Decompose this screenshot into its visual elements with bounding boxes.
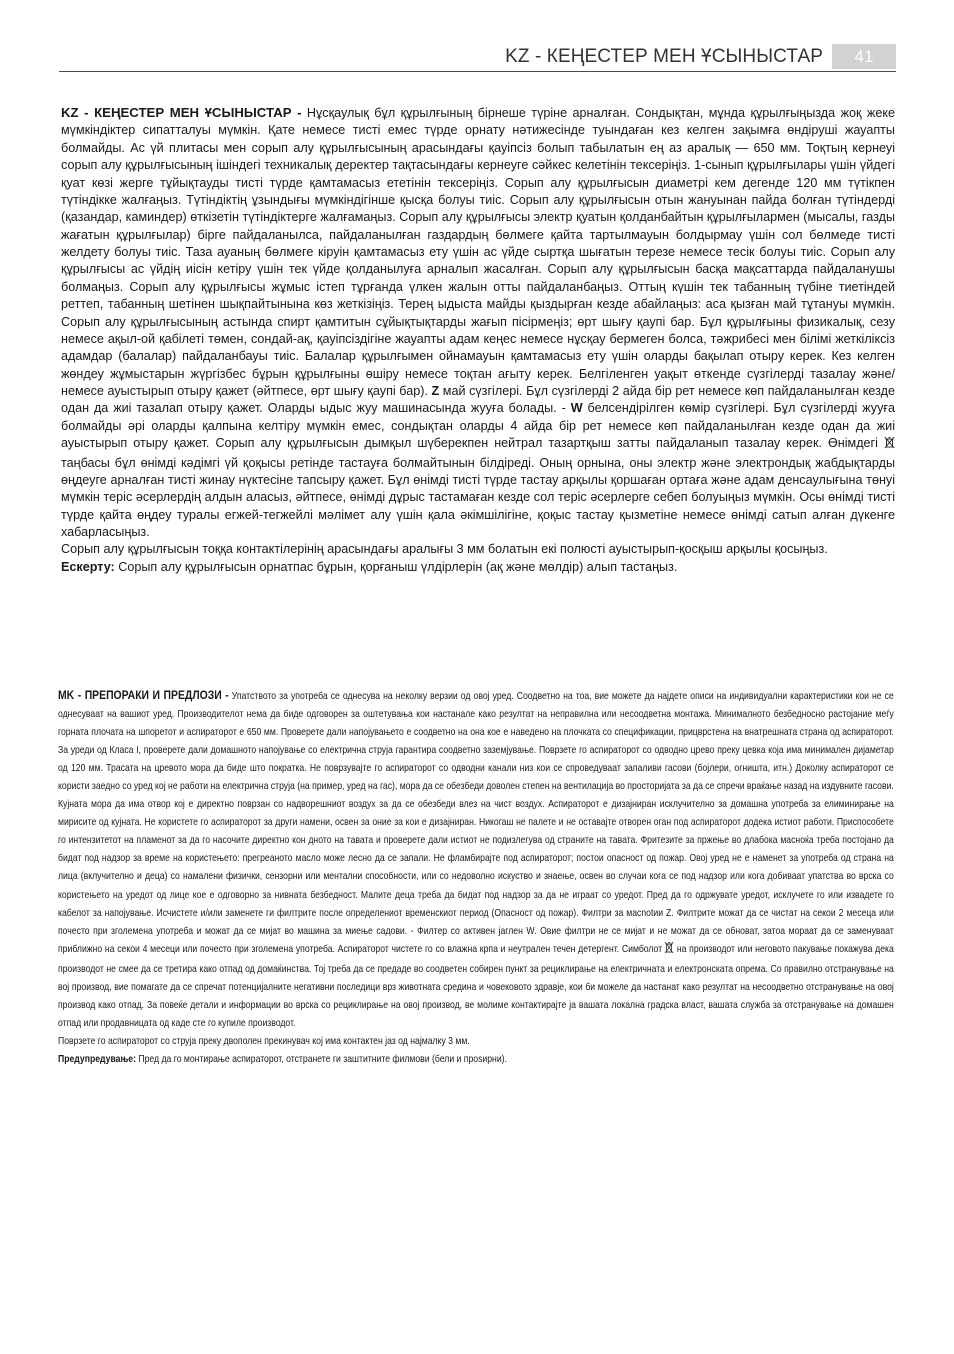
mk-paragraph-main <box>58 686 894 1033</box>
kz-text-c: белсендірілген көмір сүзгілері. Бұл сүзгілерді жууға болмайды әрі оларды қалпына келтіру мүмкін емес, сондықтан оларды 4 айда бір рет немесе көп пайдаланылған кезде одан да жиі ауыстырып отыру қажет. Сорып алу құрылғысын дымқыл шүберекпен нейтрал тазартқыш затты пайдаланып тазалау керек. Өнімдегі <box>61 401 896 451</box>
kz-section <box>61 104 895 576</box>
mk-text-a: Упатството за употреба се однесува на неколку верзии од овој уред. Соодветно на тоа, вие можете да најдете описи на индивидуални карактеристики кои не се однесуваат на вашиот уред. Производителот нема да биде одговорен за оштетувања кои настанале како резултат на неправилна или несоодветна монтажа. Минималното безбедносно растојание меѓу горната плочата на шпоретот и аспираторот е 650 мм. Проверете дали напојувањето е соодветно на она кое е наведено на плочката со спецификации, прицврстена на внатрешната страна од аспираторот. За уреди од Класа I, проверете дали домашното напојување со електрична струја гарантира соодветно заземјување. Поврзете го аспираторот со одводно црево преку цевка која има минимален дијаметар од 120 мм. Трасата на цревото мора да биде што пократка. Не поврзувајте го аспираторот со одводни канали низ кои се спроведуваат запаливи гасови (бојлери, огништа, итн.) Доколку аспираторот се користи заедно со уред кој не работи на електрична струја (на пример, уред на гас), мора да се обезбеди доволен степен на вентилација во просторијата за да се спречи враќање назад на издувните гасови. Кујната мора да има отвор кој е директно поврзан со надворешниот воздух за да се обезбеди влез на чист воздух. Аспираторот е дизајниран исклучително за домашна употреба за елиминирање на мирисите од кујната. Не користете го аспираторот за други намени, освен за оние за кои е дизајниран. Никогаш не палете и не оставајте отворен оган под аспираторот додека истиот работи. Приспособете го интензитетот на пламенот за да го насочите директно кон дното на тавата и проверете дали истиот не подизлегува од страните на тавата. Фритезите за пржење во длабока масноќа треба постојано да бидат под надзор за време на користењето: прегреаното масло може лесно да се запали. Не фламбирајте под аспираторот; постои опасност од пожар. Овој уред не е наменет за употреба од страна на лица (вклучително и деца) со намалени физички, сензорни или ментални способности, или со недоволно искуство и знаење, освен во случаи кога се под надзор или кога добиваат упатства во врска со користењето на уредот од лице кое е одговорно за нивната безбедност. Малите деца треба да бидат под надзор за да не играат со уредот. Пред да го одржувате уредот, исклучете го или извадете го кабелот за напојување. Исчистете и/или заменете ги филтрите после определениот временскиот период (Опасност од пожар). Филтри за масnotии Z. Филтрите можат да се чистат на секои 2 месеца или почесто при зголемена употреба и можат да се мијат во машина за миење садови. - Филтер со активен јаглен W. Овие филтри не се мијат и не можат да се обноват, затоа мораат да се заменуваат приближно на секои 4 месеци или почесто при зголемена употреба. Аспираторот чистете го со влажна крпа и неутрален течен детергент. Симболот <box>58 691 894 955</box>
kz-w-letter: W <box>570 401 583 416</box>
kz-z-letter: Z <box>431 384 440 398</box>
kz-paragraph-main <box>61 104 895 541</box>
header-rule <box>59 71 896 72</box>
mk-warning <box>58 1051 894 1069</box>
mk-warning-text: Пред да го монтирање аспираторот, отстранете ги заштитните филмови (бели и проѕирни). <box>135 1053 507 1065</box>
mk-heading: MK - ПРЕПОРАКИ И ПРЕДЛОЗИ - <box>58 688 229 702</box>
page-number-box <box>832 44 896 69</box>
mk-section <box>58 686 894 1069</box>
kz-heading: KZ - КЕҢЕСТЕР МЕН ҰСЫНЫСТАР - <box>61 105 302 120</box>
crossed-bin-icon <box>884 436 895 454</box>
kz-text-a: Нұсқаулық бұл құрылғының бірнеше түріне арналған. Сондықтан, мұнда құрылғыңызда жоқ жеке мүмкіндіктер сипатталуы мүмкін. Қате немесе тисті емес түрде орнату нәтижесінде туындаған кез келген зақымға өндіруші жауапты болмайды. Ас үй плитасы мен сорып алу құрылғысының арасындағы қауіпсіз болып табылатын ең аз аралық — 650 мм. Тоқтың кернеуі сорып алу құрылғысының ішіндегі техникалық деректер тақтасындағы кернеуге сәйкес келетінін тексеріңіз. 1-сынып құрылғылары үшін үйдегі қуат көзі жерге тұйықтауды тисті түрде қамтамасыз ететінін тексеріңіз. Сорып алу құрылғысын диаметрі кем дегенде 120 мм түтікпен түтіндікке жалғаңыз. Түтіндіктің ұзындығы мүмкіндігінше қысқа болуы тиіс. Сорып алу құрылғысын отын жануынан пайда болған түтіндерді (қазандар, каминдер) өткізетін түтіндіктерге жалғамаңыз. Сорып алу құрылғысы электр қуатын қолданбайтын құрылғылармен (мысалы, газды жағатын құрылғылар) бірге пайдаланылса, пайдаланылған газдардың бөлмеге қайта тартылмауын болдырмау үшін сол бөлмеде тисті желдету болуы тиіс. Таза ауаның бөлмеге кіруін қамтамасыз ету үшін ас үйде сыртқа шығатын терезе немесе тесік болуы тиіс. Сорып алу құрылғысы ас үйдің иісін кетіру үшін тек үйде қолданылуға арналып жасалған. Сорып алу құрылғысын басқа мақсаттарда пайдаланушы болмаңыз. Сорып алу құрылғысы жұмыс істеп тұрғанда үлкен жалын отты пайдаланбаңыз. Оттың күшін тек табанның түбіне тиетіндей реттеп, табанның шетінен шықпайтынына көз жеткізіңіз. Терең ыдыста майды қыздырған кезде абайлаңыз: аса қызған май тұтануы мүмкін. Сорып алу құрылғысының астында спирт қамтитын сұйықтықтарды жағып пісірмеңіз; өрт шығу қаупі бар. Бұл құрылғыны физикалық, сезу немесе ақыл-ой қабілеті төмен, сондай-ақ, қауіпсіздігіне жауапты адам кеңес немесе нұсқау бермеген болса, тәжрибесі мен білімі жеткіліксіз адамдар (балалар) пайдаланбауы тиіс. Балалар құрылғымен ойнамауын қамтамасыз ету үшін оларды бақылап отыру керек. Кез келген жөндеу жұмыстарын жүргізбес бұрын құрылғыны өшіру немесе тоқтан ағыту керек. Белгіленген уақыт өткенде сүзгілерді тазалау және/немесе ауыстырып отыру қажет (әйтпесе, өрт шығу қаупі бар). <box>61 106 895 398</box>
kz-warning-text: Сорып алу құрылғысын орнатпас бұрын, қорғаныш үлдірлерін (ақ және мөлдір) алып тастаңыз. <box>114 559 678 574</box>
page-number: 41 <box>854 47 874 66</box>
mk-warning-label: Предупредување: <box>58 1053 136 1065</box>
page-header <box>59 44 896 72</box>
kz-paragraph-switch: Сорып алу құрылғысын тоққа контактілерінің арасындағы аралығы 3 мм болатын екі полюсті ауыстырып-қосқыш арқылы қосыңыз. <box>61 542 828 557</box>
crossed-bin-icon <box>665 941 674 961</box>
kz-warning-label: Ескерту: <box>61 559 115 574</box>
kz-text-b: май сүзгілері. Бұл сүзгілерді 2 айда бір рет немесе көп пайдаланылған кезде одан да жиі тазалап отыру қажет. Оларды ыдыс жуу машинасында жууға болады. - <box>61 384 896 416</box>
kz-warning <box>61 559 895 576</box>
mk-text-b: на производот или неговото пакување покажува дека производот не смее да се третира како отпад од домаќинства. Тој треба да се предаде во соодветен собирен пункт за рециклирање на електричната и електронската опрема. Со правилно отстранување на вој производ, вие помагате да се спречат потенцијалните негативни последици врз животната средина и човековото здравје, кои би можеле да настанат како резултат на несоодветно отстранување на овој производ како отпад. За повеќе детали и информации во врска со рециклирање на овој производ, ве молиме контактирајте ја вашата локална градска власт, вашата служба за отстранување на домашен отпад или продавницата од каде сте го купиле производот. <box>58 943 894 1029</box>
kz-text-d: таңбасы бұл өнімді кәдімгі үй қоқысы ретінде тастауға болмайтынын білдіреді. Оның орнына, оны электр және электрондық жабдықтарды өңдеуге арналған тисті жинау нүктесіне тапсыру қажет. Бұл өнімді тисті түрде тастау арқылы қоршаған ортаға және адам денсаулығына төнуі мүмкін теріс әсерлердің алдын аласыз, әйтпесе, өнімді дұрыс тастамаған кезде сол теріс әсерлерге себеп болуыңыз мүмкін. Осы өнімді тисті түрде қайта өңдеу туралы егжей-тегжейлі мәлімет алу үшін қала әкімшілігіне, қоқыс тастау қызметіне немесе өнімді сатып алған дүкенге хабарласыңыз. <box>61 455 895 539</box>
mk-paragraph-switch: Поврзете го аспираторот со струја преку двополен прекинувач кој има контактен јаз од најмалку 3 мм. <box>58 1035 470 1047</box>
header-title: KZ - КЕҢЕСТЕР МЕН ҰСЫНЫСТАР <box>505 46 823 67</box>
